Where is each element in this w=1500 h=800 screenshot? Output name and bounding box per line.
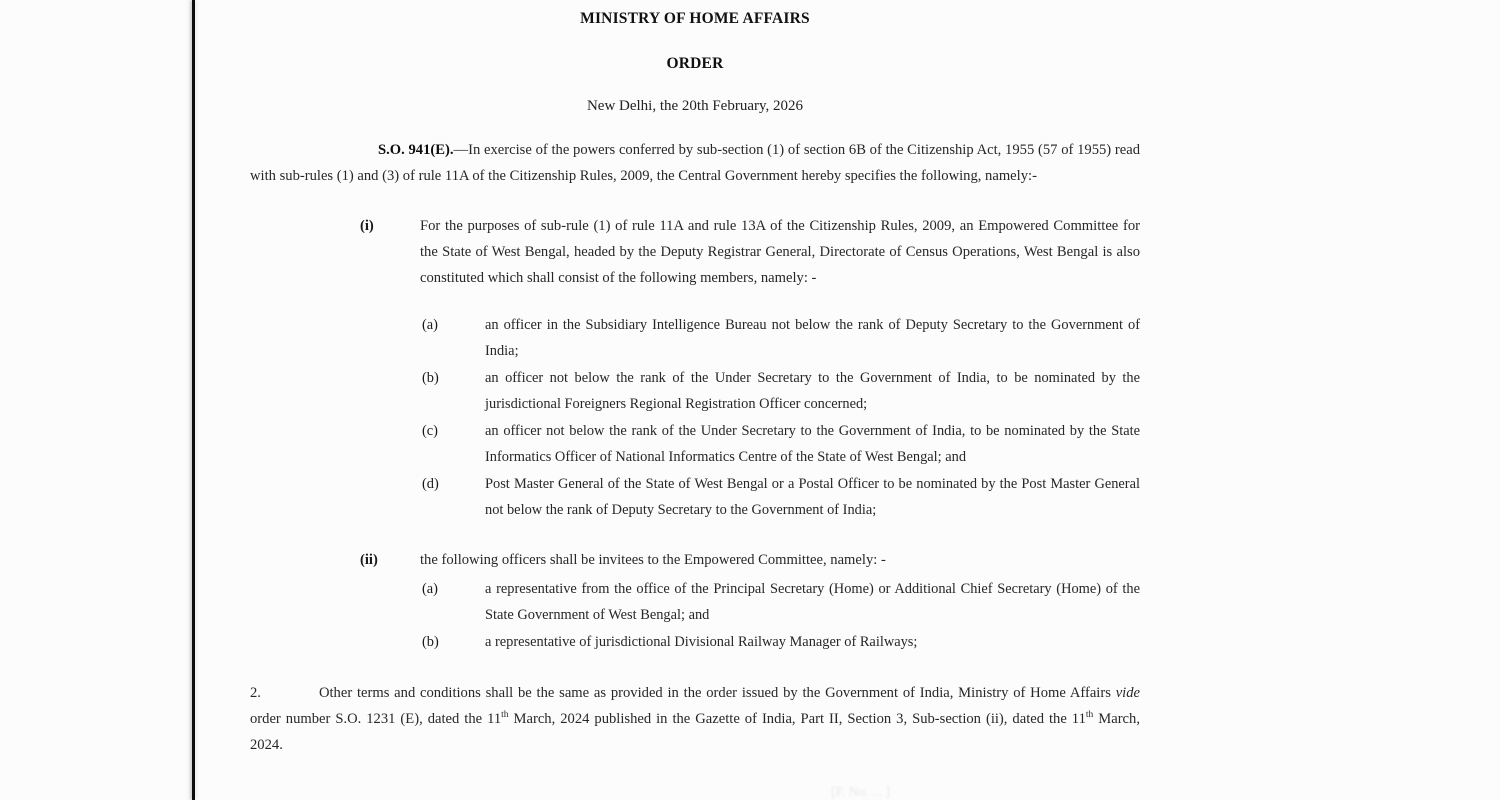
closing-paragraph-number: 2. <box>250 684 261 701</box>
closing-paragraph-part4: March, 2024. <box>250 710 1140 753</box>
closing-paragraph-part1: Other terms and conditions shall be the same as provided in the order issued by the Government of India, Ministry of Home Affairs <box>318 684 1116 701</box>
clause-ii-subclause-a-marker: (a) <box>422 581 438 597</box>
closing-paragraph-vide: vide <box>1115 684 1140 701</box>
clause-ii-subclause-b-marker: (b) <box>422 634 439 650</box>
clause-i-subclause-d <box>250 472 1140 523</box>
closing-paragraph <box>250 680 1140 758</box>
clause-i-subclause-b-marker: (b) <box>422 370 439 386</box>
clause-ii-marker: (ii) <box>360 552 378 568</box>
clause-i-subclause-b-text: an officer not below the rank of the Under Secretary to the Government of India, to be nominated by the jurisdictional Foreigners Regional Registration Officer concerned; <box>485 370 1140 412</box>
closing-paragraph-ordinal-1: th <box>501 709 509 720</box>
clause-i-subclause-d-marker: (d) <box>422 476 439 492</box>
document-text-column <box>250 0 1140 800</box>
closing-paragraph-ordinal-2: th <box>1085 709 1094 720</box>
clause-ii-subclause-b <box>250 630 1140 656</box>
clause-i-marker: (i) <box>360 218 374 234</box>
closing-paragraph-part2: order number S.O. 1231 (E), dated the 11 <box>250 710 502 727</box>
clause-i-subclause-a <box>250 313 1140 364</box>
ministry-title: MINISTRY OF HOME AFFAIRS <box>580 10 810 27</box>
clause-ii-subclause-b-text: a representative of jurisdictional Divisional Railway Manager of Railways; <box>485 634 918 650</box>
clause-i-subclause-b <box>250 366 1140 417</box>
clause-ii-text: the following officers shall be invitees to the Empowered Committee, namely: - <box>420 552 886 568</box>
clause-i-subclause-d-text: Post Master General of the State of West Bengal or a Postal Officer to be nominated by the Post Master General not below the rank of Deputy Secretary to the Government of India; <box>485 476 1140 518</box>
clause-i-subclause-a-marker: (a) <box>422 317 438 333</box>
page-gutter-rule <box>192 0 195 800</box>
clause-ii-subclause-a <box>250 577 1140 628</box>
clause-i <box>250 213 1140 291</box>
clause-i-text: For the purposes of sub-rule (1) of rule 11A and rule 13A of the Citizenship Rules, 2009, an Empowered Committee for the State of West Bengal, headed by the Deputy Registrar General, Directorate of Census Operations, West Bengal is also constituted which shall consist of the following members, namely: - <box>420 218 1140 286</box>
lead-paragraph-text: —In exercise of the powers conferred by sub-section (1) of section 6B of the Citizenship Act, 1955 (57 of 1955) read with sub-rules (1) and (3) of rule 11A of the Citizenship Rules, 2009, the Central Government hereby specifies the following, namely:- <box>250 142 1141 184</box>
closing-paragraph-part3: March, 2024 published in the Gazette of India, Part II, Section 3, Sub-section (ii), dated the 11 <box>508 710 1086 727</box>
clause-ii-subclause-a-text: a representative from the office of the Principal Secretary (Home) or Additional Chief Secretary (Home) of the State Government of West Bengal; and <box>485 581 1140 623</box>
clause-i-subclause-c-text: an officer not below the rank of the Under Secretary to the Government of India, to be nominated by the State Informatics Officer of National Informatics Centre of the State of West Bengal; and <box>485 423 1140 465</box>
dateline: New Delhi, the 20th February, 2026 <box>586 98 804 114</box>
clause-ii <box>250 547 1140 573</box>
clause-i-subclause-c <box>250 419 1140 470</box>
lead-paragraph <box>250 137 1140 189</box>
clause-i-subclause-c-marker: (c) <box>422 423 438 439</box>
so-number: S.O. 941(E). <box>378 142 454 158</box>
clause-i-subclause-list <box>250 313 1140 523</box>
clause-ii-subclause-list <box>250 577 1140 656</box>
clause-i-subclause-a-text: an officer in the Subsidiary Intelligence Bureau not below the rank of Deputy Secretary to the Government of India; <box>485 317 1140 359</box>
file-reference-line: [F. No. ... ] <box>831 784 890 799</box>
order-title: ORDER <box>666 55 724 72</box>
